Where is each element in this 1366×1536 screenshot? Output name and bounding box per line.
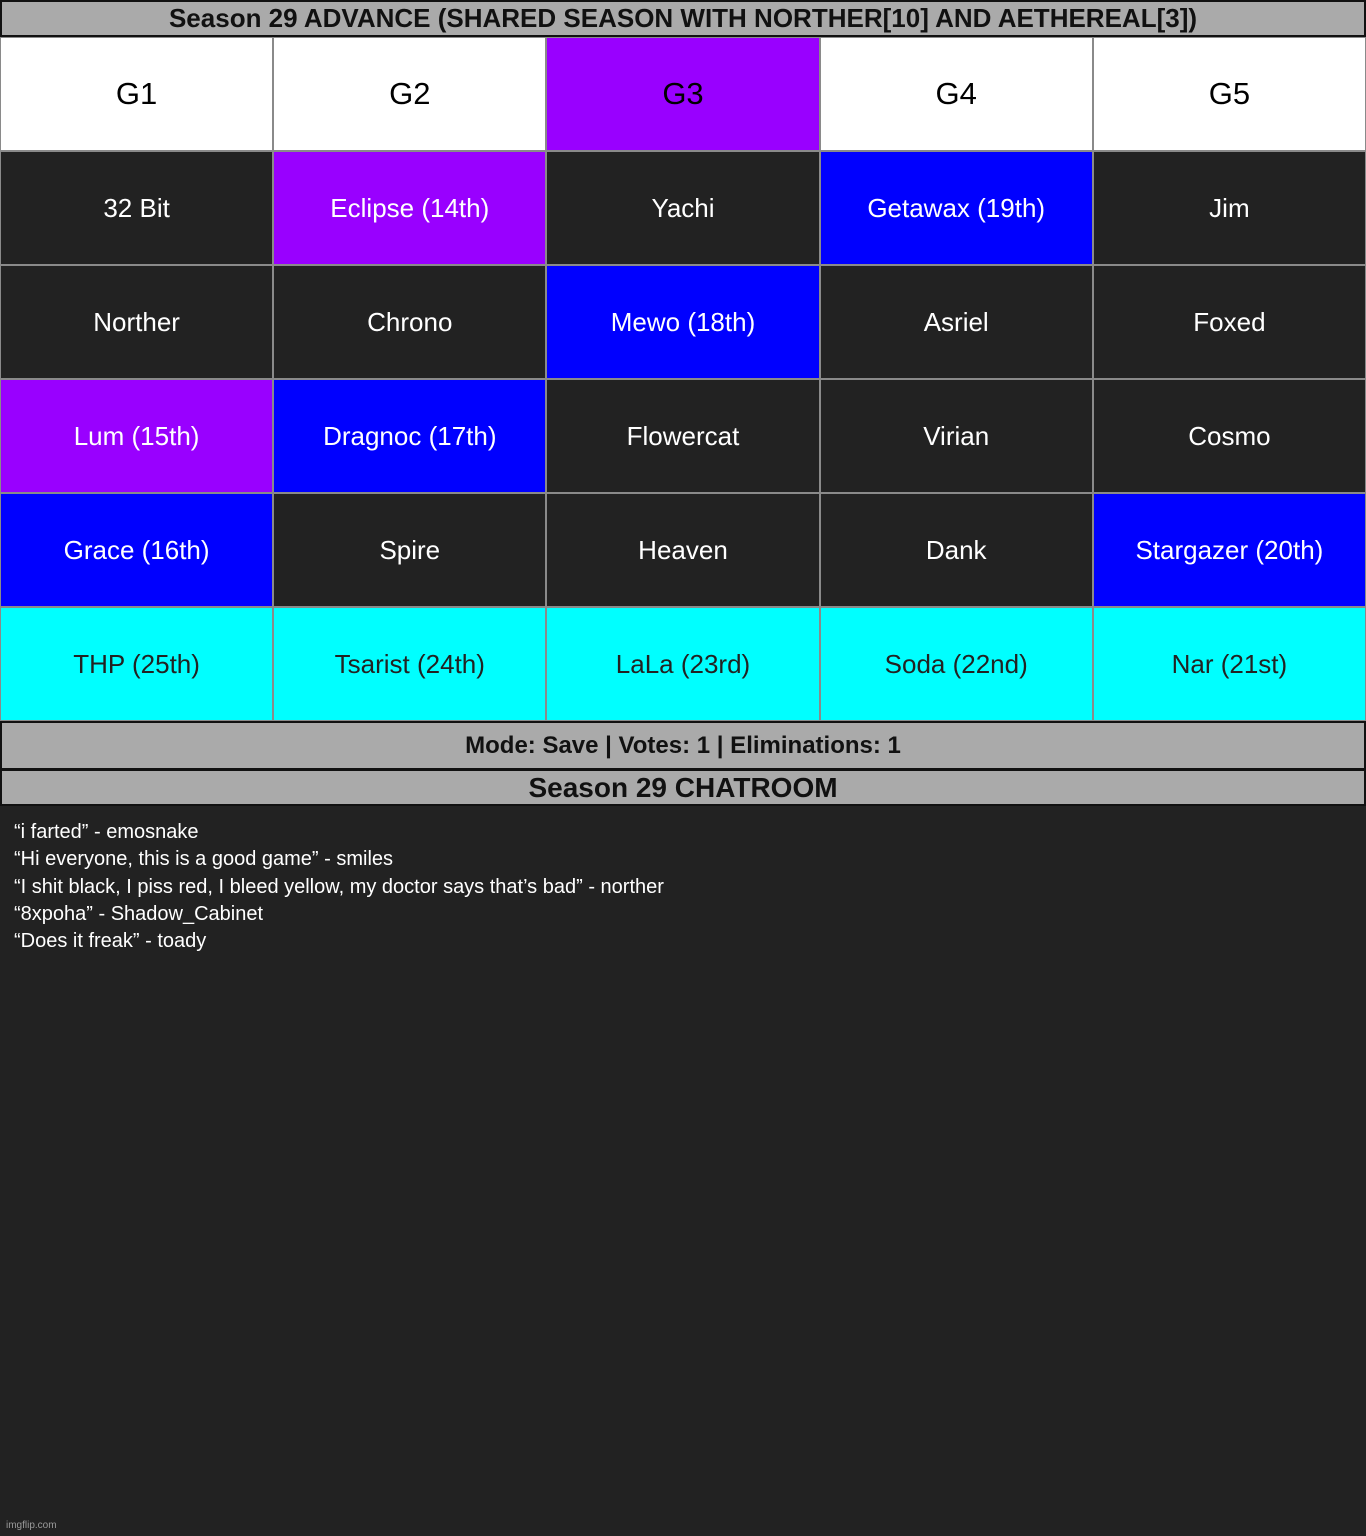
contestant-cell: Nar (21st)	[1093, 607, 1366, 721]
contestant-cell: Dragnoc (17th)	[273, 379, 546, 493]
contestant-cell: Norther	[0, 265, 273, 379]
watermark: imgflip.com	[6, 1520, 57, 1531]
contestant-cell: Cosmo	[1093, 379, 1366, 493]
contestant-cell: 32 Bit	[0, 151, 273, 265]
contestant-cell: Stargazer (20th)	[1093, 493, 1366, 607]
group-header-g1: G1	[0, 37, 273, 151]
contestant-cell: THP (25th)	[0, 607, 273, 721]
contestant-cell: Flowercat	[546, 379, 819, 493]
chat-message: “Hi everyone, this is a good game” - smiles	[14, 848, 394, 871]
group-header-g2: G2	[273, 37, 546, 151]
chat-message: “I shit black, I piss red, I bleed yellow, my doctor says that’s bad” - norther	[14, 875, 664, 898]
chat-message: “Does it freak” - toady	[14, 930, 207, 953]
contestant-cell: LaLa (23rd)	[546, 607, 819, 721]
contestant-cell: Foxed	[1093, 265, 1366, 379]
contestant-cell: Spire	[273, 493, 546, 607]
contestant-cell: Getawax (19th)	[820, 151, 1093, 265]
contestant-cell: Grace (16th)	[0, 493, 273, 607]
contestant-cell: Jim	[1093, 151, 1366, 265]
contestant-cell: Soda (22nd)	[820, 607, 1093, 721]
chatroom-messages	[14, 819, 1344, 955]
contestant-cell: Mewo (18th)	[546, 265, 819, 379]
chat-message: “8xpoha” - Shadow_Cabinet	[14, 902, 264, 925]
group-grid	[0, 37, 1366, 721]
group-header-g4: G4	[820, 37, 1093, 151]
contestant-cell: Yachi	[546, 151, 819, 265]
contestant-cell: Asriel	[820, 265, 1093, 379]
page-title: Season 29 ADVANCE (SHARED SEASON WITH NORTHER[10] AND AETHEREAL[3])	[0, 0, 1366, 37]
group-header-g5: G5	[1093, 37, 1366, 151]
contestant-cell: Tsarist (24th)	[273, 607, 546, 721]
group-header-g3: G3	[546, 37, 819, 151]
contestant-cell: Chrono	[273, 265, 546, 379]
contestant-cell: Eclipse (14th)	[273, 151, 546, 265]
contestant-cell: Lum (15th)	[0, 379, 273, 493]
contestant-cell: Dank	[820, 493, 1093, 607]
chat-message: “i farted” - emosnake	[14, 821, 199, 843]
contestant-cell: Heaven	[546, 493, 819, 607]
status-bar: Mode: Save | Votes: 1 | Eliminations: 1	[0, 721, 1366, 770]
chatroom-title: Season 29 CHATROOM	[0, 769, 1366, 806]
contestant-cell: Virian	[820, 379, 1093, 493]
